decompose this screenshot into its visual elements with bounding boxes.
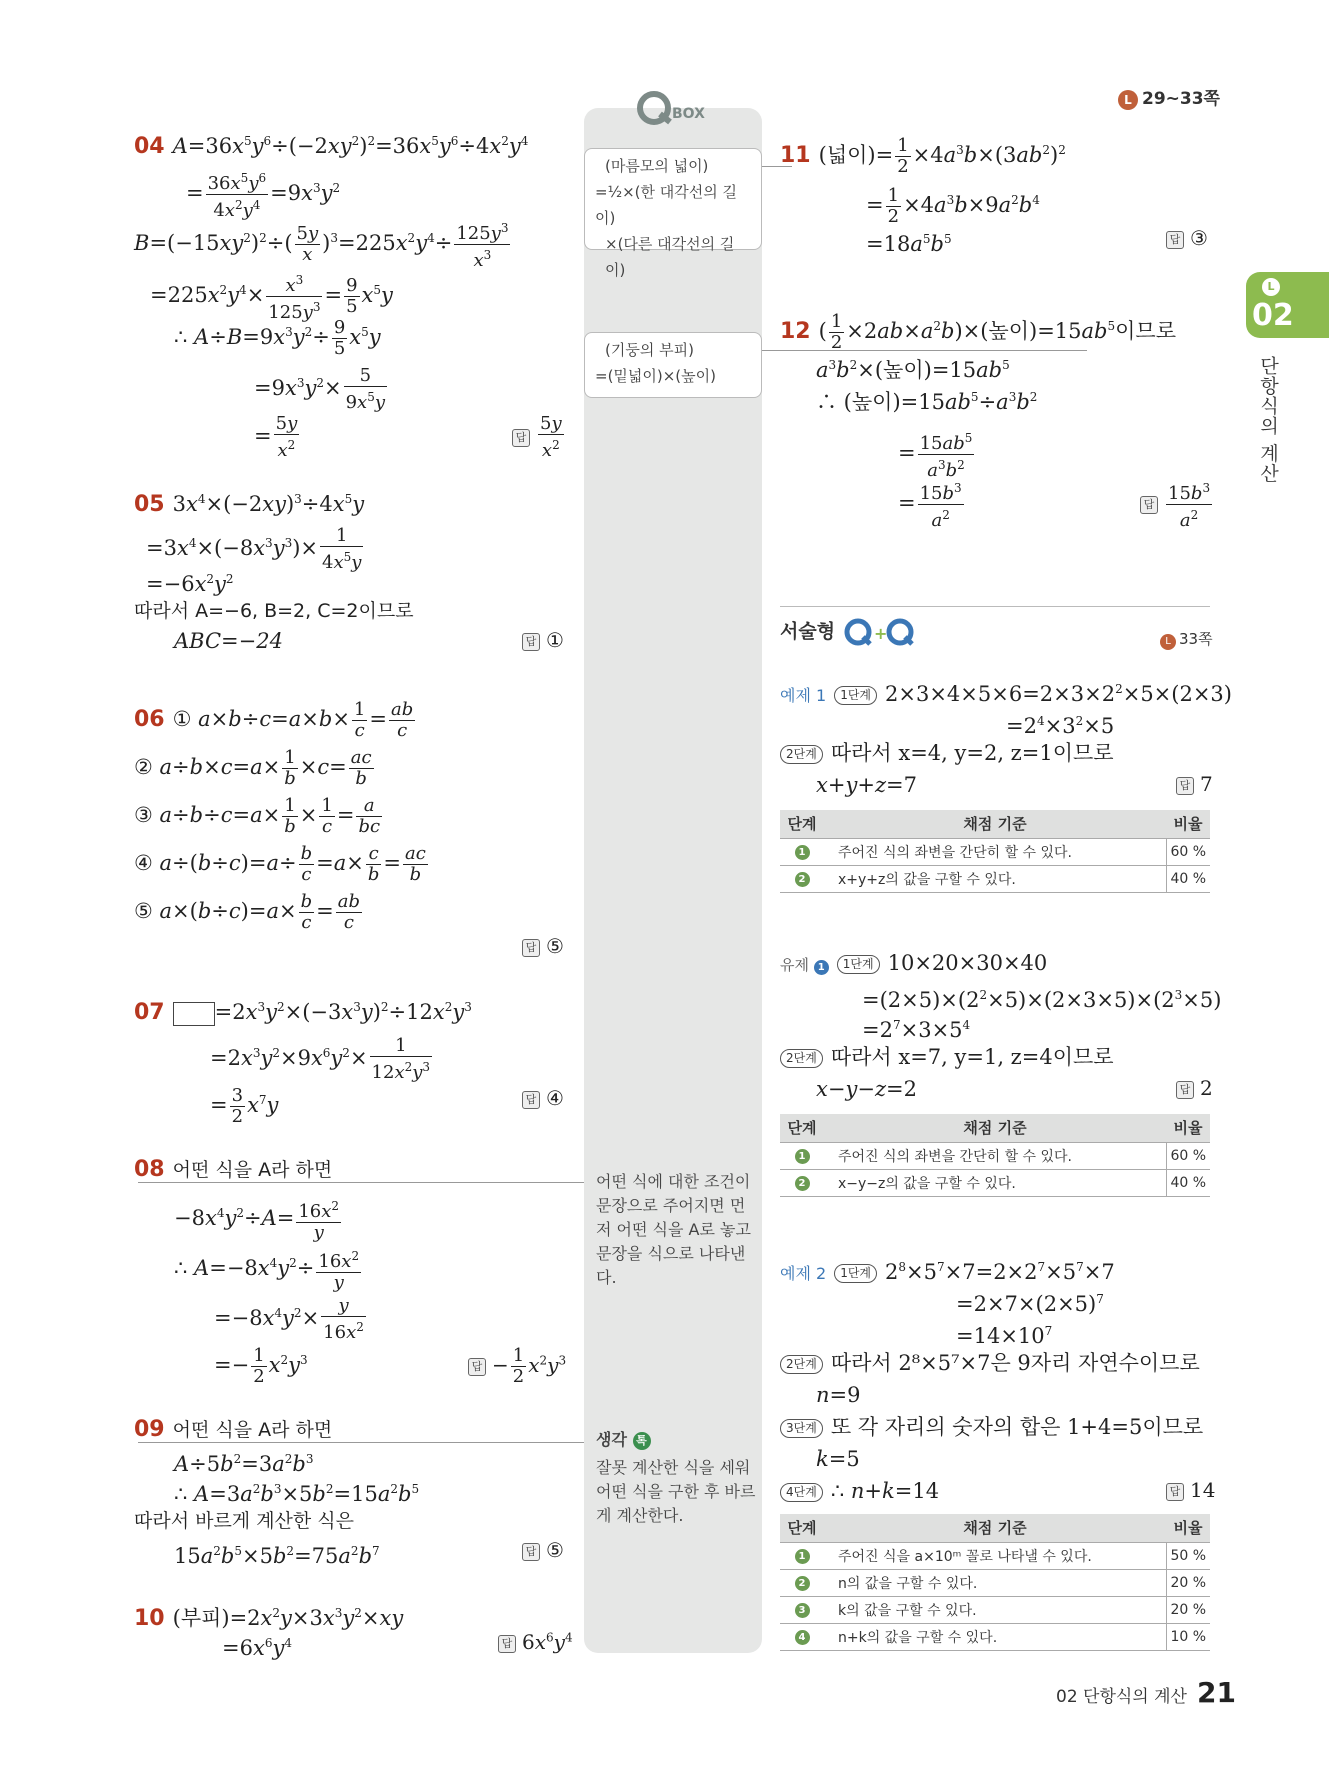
chapter-tab [1246, 272, 1329, 338]
criteria-text: 주어진 식의 좌변을 간단히 할 수 있다. [824, 1142, 1166, 1169]
ratio-value: 60 % [1166, 838, 1210, 865]
label-text: 생각 [596, 1430, 627, 1449]
blank-box [173, 1002, 215, 1026]
header-ratio: 비율 [1166, 810, 1210, 838]
problem-08-line4: $=-8x^4y^2\times$ $\frac{y}{16x^2}$ [214, 1295, 364, 1343]
answer-icon: 답 [498, 1635, 516, 1653]
problem-08-line3: ∴ $A=-8x^4y^2\div$ $\frac{16x^2}{y}$ [174, 1246, 363, 1293]
note-line: =(밑넓이)×(높이) [595, 367, 716, 385]
ratio-value: 60 % [1166, 1142, 1210, 1169]
header-step: 단계 [780, 1514, 824, 1542]
problem-09-answer [522, 1538, 564, 1562]
problem-11-line3: $=18a^5b^5$ [866, 232, 952, 256]
step-badge: 2단계 [780, 745, 823, 764]
answer-value: ③ [1190, 226, 1208, 250]
problem-number: 07 [134, 1000, 165, 1025]
problem-09-line2: $A\div 5b^2=3a^2b^3$ [174, 1452, 314, 1476]
scoring-table-1 [780, 810, 1210, 893]
answer-icon: 답 [1140, 496, 1158, 514]
section-divider [780, 606, 1210, 607]
criteria-text: x+y+z의 값을 구할 수 있다. [824, 865, 1166, 892]
problem-number: 10 [134, 1606, 165, 1631]
problem-12-answer: 답 $\frac{15b^3}{a^2}$ [1140, 478, 1214, 531]
scoring-table-3 [780, 1514, 1210, 1651]
problem-09-line3: ∴ $A=3a^2b^3\times 5b^2=15a^2b^5$ [174, 1482, 420, 1506]
problem-06-line3: ③ a÷b÷c=a× $\frac{1}{b}$ × $\frac{1}{c}$ = $\frac{a}{bc}$ [134, 795, 381, 837]
ratio-value: 40 % [1166, 1169, 1210, 1196]
header-step: 단계 [780, 810, 824, 838]
problem-06-line4: ④ a÷(b÷c)=a÷ $\frac{b}{c}$ =a× $\frac{c}{b}$ = $\frac{ac}{b}$ [134, 843, 426, 885]
box-logo [620, 88, 730, 128]
answer-value: 14 [1190, 1478, 1216, 1502]
answer-icon: 답 [468, 1358, 486, 1376]
answer-value: ⑤ [546, 934, 564, 958]
example2-step2 [780, 1350, 1200, 1376]
example-label: 예제 1 [780, 686, 827, 705]
note-line: (마름모의 넓이) [605, 157, 709, 175]
problem-09-line1 [134, 1416, 332, 1443]
answer-icon: 답 [522, 1091, 540, 1109]
problem-09-conclusion: 따라서 바르게 계산한 식은 [134, 1510, 355, 1532]
reference-badge: L [1160, 634, 1176, 650]
table-row [780, 865, 1210, 892]
problem-06-line2: ② a÷b×c=a× $\frac{1}{b}$ ×c= $\frac{ac}{b}$ [134, 747, 372, 789]
example2-step1: 예제 2 1단계 $2^8\times 5^7\times 7=2\times 2^7\times 5^7\times 7$ [780, 1260, 1115, 1284]
table-row [780, 1169, 1210, 1196]
reference-badge: L [1118, 90, 1138, 110]
step-dot: 2 [795, 872, 810, 887]
example1-step1b: $=2^4\times 3^2\times 5$ [1006, 714, 1115, 738]
problem-number: 09 [134, 1417, 165, 1442]
ratio-value: 20 % [1166, 1569, 1210, 1596]
example2-step2b: n=9 [816, 1383, 861, 1407]
header-criteria: 채점 기준 [824, 1114, 1166, 1142]
problem-11-answer [1166, 226, 1208, 250]
problem-12-line4: = $\frac{15ab^5}{a^3b^2}$ [898, 428, 976, 481]
note-line: (기둥의 부피) [605, 341, 694, 359]
problem-number: 05 [134, 492, 165, 517]
problem-06-line1: 06 ① a×b÷c=a×b× $\frac{1}{c}$ = $\frac{ab}{c}$ [134, 699, 414, 741]
note-rhombus-area [584, 148, 762, 279]
example1-step2 [780, 740, 1114, 766]
ratio-value: 20 % [1166, 1596, 1210, 1623]
problem-number: 08 [134, 1157, 165, 1182]
step-badge: 4단계 [780, 1483, 823, 1502]
problem-04-line5: ∴ $A\div B=9x^3y^2\div$ $\frac{9}{5}$ $x^5y$ [174, 317, 381, 359]
example2-step3 [780, 1414, 1203, 1440]
problem-11-line2: = $\frac{1}{2}$ $\times 4a^3b\times 9a^2b^4$ [866, 185, 1040, 227]
note-line: ×(다른 대각선의 길이) [605, 235, 735, 279]
problem-07-answer [522, 1086, 564, 1110]
footer-chapter-label: 02 단항식의 계산 [1056, 1687, 1187, 1707]
problem-10-line2: $=6x^6y^4$ [222, 1636, 292, 1660]
problem-10-answer: 답 $6x^6y^4$ [498, 1630, 573, 1654]
exercise-label: 유제 1 [780, 956, 829, 974]
q-box-icon [620, 88, 730, 128]
answer-value: 2 [1200, 1076, 1213, 1100]
q-plus-q-icon [842, 614, 922, 650]
example1-step1: 예제 1 1단계 $2\times 3\times 4\times 5\times 6=2\times 3\times 2^2\times 5\times(2\times 3)$ [780, 682, 1232, 706]
answer-value: 7 [1200, 772, 1213, 796]
answer-icon: 답 [1166, 1483, 1184, 1501]
table-row [780, 1569, 1210, 1596]
step-badge: 1단계 [834, 1264, 877, 1283]
table-row [780, 1542, 1210, 1569]
exercise1-step2b: x−y−z=2 [816, 1077, 917, 1101]
step-badge: 2단계 [780, 1049, 823, 1068]
essay-title [780, 614, 922, 650]
example2-answer [1166, 1478, 1215, 1502]
answer-icon: 답 [1166, 231, 1184, 249]
step-badge: 3단계 [780, 1419, 823, 1438]
chapter-number: 02 [1252, 298, 1294, 333]
exercise1-step1: 유제 1 1단계 10×20×30×40 [780, 951, 1048, 975]
example1-step2b: x+y+z=7 [816, 773, 917, 797]
problem-06-answer [522, 934, 564, 958]
problem-06-line5: ⑤ a×(b÷c)=a× $\frac{b}{c}$ = $\frac{ab}{c}$ [134, 891, 361, 933]
problem-10-line1: 10 (부피)$=2x^2y\times 3x^3y^2\times xy$ [134, 1606, 404, 1631]
step-dot: 4 [795, 1630, 810, 1645]
page-ref-text: 29~33쪽 [1142, 89, 1220, 109]
step-badge: 1단계 [837, 955, 880, 974]
ratio-value: 40 % [1166, 865, 1210, 892]
exercise1-step2 [780, 1044, 1114, 1070]
step-dot: 1 [795, 1149, 810, 1164]
step-text: 또 각 자리의 숫자의 합은 1+4=5이므로 [830, 1415, 1204, 1439]
step-dot: 1 [795, 845, 810, 860]
chapter-badge: L [1262, 278, 1280, 296]
problem-11-line1: 11 (넓이)= $\frac{1}{2}$ $\times 4a^3b\times(3ab^2)^2$ [780, 135, 1066, 177]
essay-page-ref [1160, 628, 1213, 650]
example-label: 예제 2 [780, 1264, 827, 1283]
criteria-text: k의 값을 구할 수 있다. [824, 1596, 1166, 1623]
problem-04-line3: $B=(-15xy^2)^2\div$( $\frac{5y}{x}$ )$^3=225x^2y^4\div$ $\frac{125y^3}{x^3}$ [134, 218, 512, 271]
answer-icon: 답 [522, 939, 540, 957]
step-badge: 1단계 [834, 686, 877, 705]
ratio-value: 50 % [1166, 1542, 1210, 1569]
problem-05-line3: $=-6x^2y^2$ [146, 572, 234, 596]
answer-icon: 답 [1176, 1081, 1194, 1099]
exercise-label-text: 유제 [780, 956, 809, 974]
problem-number: 06 [134, 707, 165, 732]
ratio-value: 10 % [1166, 1623, 1210, 1650]
side-note-09-label [596, 1428, 651, 1452]
problem-number: 12 [780, 319, 811, 344]
exercise1-step1c: $=2^7\times 3\times 5^4$ [862, 1018, 971, 1042]
answer-value: ⑤ [546, 1538, 564, 1562]
step-dot: 1 [795, 1549, 810, 1564]
step-dot: 2 [795, 1176, 810, 1191]
side-note-09: 잘못 계산한 식을 세워 어떤 식을 구한 후 바르게 계산한다. [596, 1458, 756, 1525]
header-criteria: 채점 기준 [824, 1514, 1166, 1542]
problem-12-line1: 12 ( $\frac{1}{2}$ $\times 2ab\times a^2b)\times$(높이)$=15ab^5$이므로 [780, 311, 1176, 353]
criteria-text: 주어진 식을 a×10ᵐ 꼴로 나타낼 수 있다. [824, 1542, 1166, 1569]
answer-value: ④ [546, 1086, 564, 1110]
problem-04-line6: $=9x^3y^2\times$ $\frac{5}{9x^5y}$ [254, 365, 385, 413]
step-text: 따라서 2⁸×5⁷×7은 9자리 자연수이므로 [830, 1351, 1200, 1375]
problem-08-answer: 답 − $\frac{1}{2}$ $x^2y^3$ [468, 1346, 566, 1387]
answer-icon: 답 [1176, 777, 1194, 795]
problem-09-line5: $15a^2b^5\times 5b^2=75a^2b^7$ [174, 1544, 380, 1568]
problem-08-line1 [134, 1156, 332, 1183]
step-dot: 3 [795, 1603, 810, 1618]
scoring-table-2 [780, 1114, 1210, 1197]
problem-05-line1: 05 $3x^4\times(-2xy)^3\div 4x^5y$ [134, 492, 365, 517]
problem-12-line2: $a^3b^2\times$(높이)$=15ab^5$ [816, 358, 1010, 382]
essay-title-text: 서술형 [780, 620, 836, 643]
svg-text:+: + [873, 624, 888, 643]
note-line: =½×(한 대각선의 길이) [595, 183, 738, 227]
intro-text: 어떤 식을 A라 하면 [172, 1159, 333, 1181]
problem-number: 04 [134, 134, 165, 159]
page-number: 21 [1196, 1676, 1236, 1709]
step-dot: 2 [795, 1576, 810, 1591]
footer [1056, 1676, 1236, 1709]
problem-04-line1: 04 $A=36x^5y^6\div(-2xy^2)^2=36x^5y^6\div 4x^2y^4$ [134, 134, 529, 159]
example2-step3b: k=5 [816, 1447, 860, 1471]
problem-07-line3: = $\frac{3}{2}$ $x^7y$ [210, 1085, 279, 1127]
intro-text: 어떤 식을 A라 하면 [172, 1419, 333, 1441]
problem-04-line7: = $\frac{5y}{x^2}$ [254, 413, 298, 461]
side-note-08: 어떤 식에 대한 조건이 문장으로 주어지면 먼저 어떤 식을 A로 놓고 문장을 식으로 나타낸다. [596, 1172, 751, 1287]
answer-value: ① [546, 628, 564, 652]
step-badge: 2단계 [780, 1355, 823, 1374]
problem-05-answer [522, 628, 564, 652]
criteria-text: n의 값을 구할 수 있다. [824, 1569, 1166, 1596]
problem-04-line4: $=225x^2y^4\times$ $\frac{x^3}{125y^3}$ = $\frac{9}{5}$ $x^5y$ [150, 270, 393, 323]
problem-07-line1: $07 =2x^3y^2\times(-3x^3y)^2\div 12x^2y^3$ [134, 1000, 472, 1025]
exercise1-step1b: $=(2\times 5)\times(2^2\times 5)\times(2\times 3\times 5)\times(2^3\times 5)$ [862, 988, 1222, 1012]
problem-12-line3: ∴ (높이)$=15ab^5\div a^3b^2$ [816, 390, 1038, 414]
criteria-text: 주어진 식의 좌변을 간단히 할 수 있다. [824, 838, 1166, 865]
problem-08-line2: $-8x^4y^2\div A=$ $\frac{16x^2}{y}$ [174, 1196, 343, 1243]
problem-07-line2: $=2x^3y^2\times 9x^6y^2\times$ $\frac{1}{12x^2y^3}$ [210, 1035, 431, 1083]
step-text: 따라서 x=7, y=1, z=4이므로 [830, 1045, 1114, 1069]
table-row [780, 1142, 1210, 1169]
note-prism-volume [584, 332, 762, 398]
page-ref-text: 33쪽 [1179, 630, 1213, 648]
example2-step1c: $=14\times 10^7$ [956, 1324, 1053, 1348]
table-row [780, 1623, 1210, 1650]
table-row [780, 1596, 1210, 1623]
problem-05-line2: $=3x^4\times(-8x^3y^3)\times$ $\frac{1}{4x^5y}$ [146, 525, 362, 573]
table-row [780, 838, 1210, 865]
answer-icon: 답 [522, 1543, 540, 1561]
header-ratio: 비율 [1166, 1114, 1210, 1142]
svg-text:BOX: BOX [672, 106, 705, 122]
tip-icon: 톡 [633, 1432, 651, 1450]
problem-04-line2: = $\frac{36x^5y^6}{4x^2y^4}$ $=9x^3y^2$ [186, 168, 340, 221]
problem-05-conclusion: 따라서 A=−6, B=2, C=2이므로 [134, 600, 414, 622]
exercise1-answer [1176, 1076, 1213, 1100]
example1-answer [1176, 772, 1213, 796]
header-criteria: 채점 기준 [824, 810, 1166, 838]
criteria-text: n+k의 값을 구할 수 있다. [824, 1623, 1166, 1650]
chapter-title-vertical: 단항식의 계산 [1257, 356, 1279, 484]
problem-12-line5: = $\frac{15b^3}{a^2}$ [898, 478, 966, 531]
problem-number: 11 [780, 143, 811, 168]
answer-icon: 답 [522, 633, 540, 651]
step-text: 따라서 x=4, y=2, z=1이므로 [830, 741, 1114, 765]
criteria-text: x−y−z의 값을 구할 수 있다. [824, 1169, 1166, 1196]
problem-04-answer: 답 $\frac{5y}{x^2}$ [512, 414, 566, 461]
header-ratio: 비율 [1166, 1514, 1210, 1542]
example2-step4: 4단계 ∴ n+k=14 [780, 1478, 939, 1504]
header-step: 단계 [780, 1114, 824, 1142]
problem-05-result: ABC=−24 [174, 629, 283, 653]
answer-icon: 답 [512, 429, 530, 447]
problem-08-line5: =− $\frac{1}{2}$ $x^2y^3$ [214, 1345, 308, 1387]
page-reference [1118, 84, 1220, 110]
example2-step1b: $=2\times 7\times(2\times 5)^7$ [956, 1292, 1104, 1316]
